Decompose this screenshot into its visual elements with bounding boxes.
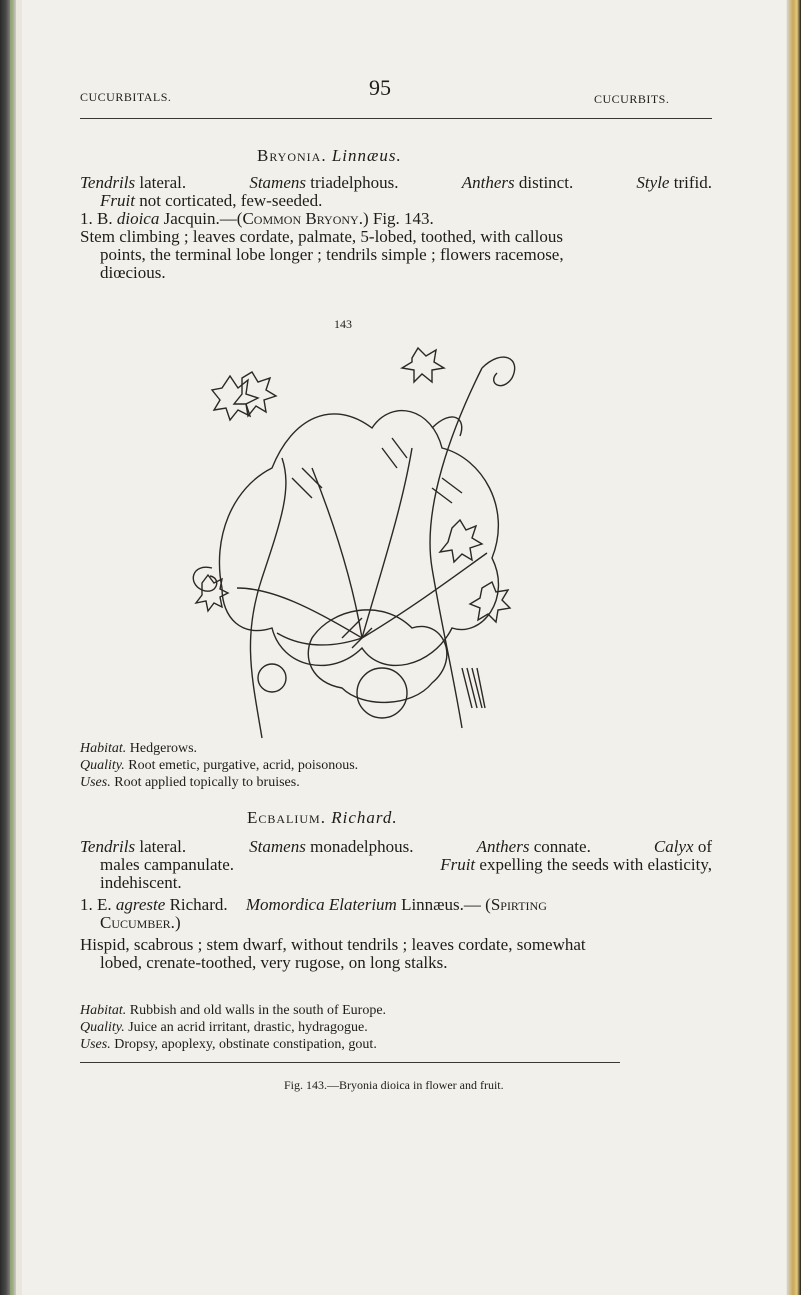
label-fruit: Fruit — [440, 855, 476, 874]
bryonia-notes — [80, 740, 720, 791]
label-calyx: Calyx — [653, 837, 694, 856]
flower-cluster — [470, 582, 510, 622]
ecbalium-authority: Richard. — [331, 808, 398, 827]
species-close-paren: ) — [174, 913, 181, 932]
habitat-text: Rubbish and old walls in the south of Europe. — [126, 1003, 387, 1018]
species-number: 1. B. — [80, 209, 117, 228]
species-author: Jacquin.—( — [159, 209, 243, 228]
figure-caption: Fig. 143.—Bryonia dioica in flower and fruit. — [284, 1078, 504, 1092]
quality-label: Quality. — [80, 1020, 125, 1035]
bryonia-characters — [80, 174, 760, 282]
label-style: Style — [636, 173, 670, 192]
bryonia-description-line: Stem climbing ; leaves cordate, palmate, 5-lobed, toothed, with callous — [80, 227, 563, 246]
label-anthers: Anthers — [461, 173, 515, 192]
bryonia-illustration — [182, 338, 542, 740]
species-author: Richard. — [165, 895, 228, 914]
label-fruit: Fruit — [100, 191, 135, 210]
label-stamens: Stamens — [249, 173, 306, 192]
quality-label: Quality. — [80, 758, 125, 773]
running-header-right: CUCURBITS. — [594, 92, 670, 106]
text-tendrils: lateral. — [135, 173, 187, 192]
text-stamens: triadelphous. — [305, 173, 399, 192]
label-stamens: Stamens — [249, 837, 306, 856]
text-fruit: not corticated, few-seeded. — [134, 191, 323, 210]
text-anthers: connate. — [529, 837, 591, 856]
species-common-name: Common Bryony. — [242, 209, 363, 228]
text-stamens: monadelphous. — [305, 837, 414, 856]
leaf-vein — [362, 553, 487, 638]
text-fruit-cont: indehiscent. — [100, 873, 182, 892]
uses-text: Root applied topically to bruises. — [110, 775, 300, 790]
ecbalium-description-line: lobed, crenate-toothed, very rugose, on long stalks. — [100, 953, 448, 972]
leaf-vein — [312, 468, 362, 638]
label-anthers: Anthers — [476, 837, 530, 856]
synonym-author: Linnæus.— ( — [396, 895, 491, 914]
bryonia-genus-heading — [257, 146, 402, 166]
ecbalium-genus-heading — [247, 808, 398, 828]
figure-number: 143 — [334, 317, 352, 331]
text-fruit: expelling the seeds with elasticity, — [475, 855, 712, 874]
label-tendrils: Tendrils — [80, 173, 136, 192]
book-binding-right — [787, 0, 801, 1295]
habitat-text: Hedgerows. — [126, 741, 198, 756]
habitat-label: Habitat. — [80, 1003, 127, 1018]
running-header-left: CUCURBITALS. — [80, 90, 172, 104]
text-style: trifid. — [669, 173, 712, 192]
stem — [250, 458, 285, 738]
book-page — [22, 0, 786, 1295]
bryonia-genus: Bryonia. — [257, 146, 327, 165]
flower-cluster — [440, 520, 482, 562]
text-tendrils: lateral. — [135, 837, 187, 856]
ecbalium-description-line: Hispid, scabrous ; stem dwarf, without tendrils ; leaves cordate, somewhat — [80, 935, 586, 954]
species-common-name: Spirting — [490, 895, 547, 914]
ecbalium-notes — [80, 1002, 720, 1053]
text-calyx: of — [693, 837, 712, 856]
text-calyx-cont: males campanulate. — [100, 855, 235, 874]
fruit — [357, 668, 407, 718]
uses-label: Uses. — [80, 775, 111, 790]
bryonia-authority: Linnæus. — [331, 146, 402, 165]
label-tendrils: Tendrils — [80, 837, 136, 856]
page-number: 95 — [369, 75, 391, 100]
flower-cluster — [196, 575, 228, 611]
quality-text: Juice an acrid irritant, drastic, hydragogue. — [124, 1020, 368, 1035]
quality-text: Root emetic, purgative, acrid, poisonous. — [124, 758, 359, 773]
fruit — [258, 664, 286, 692]
book-binding-left — [0, 0, 16, 1295]
uses-label: Uses. — [80, 1037, 111, 1052]
species-number: 1. E. — [80, 895, 116, 914]
leaf-outline — [219, 411, 498, 666]
flower-cluster — [402, 348, 444, 382]
species-name: dioica — [116, 209, 160, 228]
footer-rule — [80, 1062, 620, 1063]
flower-cluster — [234, 372, 276, 416]
ecbalium-genus: Ecbalium. — [247, 808, 326, 827]
flower-cluster — [212, 376, 258, 420]
header-rule — [80, 118, 712, 119]
species-figure-ref: ) Fig. 143. — [362, 209, 434, 228]
uses-text: Dropsy, apoplexy, obstinate constipation, gout. — [110, 1037, 377, 1052]
bryonia-description-line: points, the terminal lobe longer ; tendrils simple ; flowers racemose, — [100, 245, 564, 264]
text-anthers: distinct. — [514, 173, 574, 192]
leaf-vein — [277, 633, 362, 645]
species-common-name-cont: Cucumber. — [100, 913, 175, 932]
species-name: agreste — [115, 895, 166, 914]
habitat-label: Habitat. — [80, 741, 127, 756]
tendril — [482, 357, 515, 386]
root-hatching — [462, 668, 485, 708]
leaf-hatching — [292, 438, 462, 648]
bryonia-description-line: diœcious. — [100, 263, 166, 282]
ecbalium-characters — [80, 838, 730, 972]
species-synonym: Momordica Elaterium — [245, 895, 397, 914]
